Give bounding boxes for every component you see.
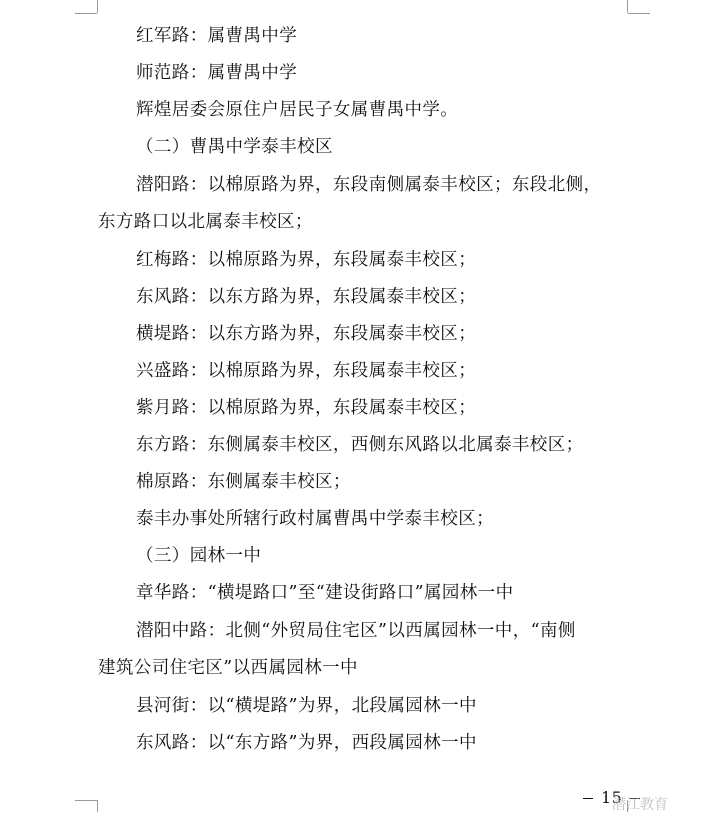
crop-mark-bottom-left-h bbox=[75, 800, 97, 801]
crop-mark-bottom-left-v bbox=[97, 800, 98, 812]
body-line: 东方路：东侧属泰丰校区，西侧东风路以北属泰丰校区； bbox=[136, 435, 584, 455]
crop-mark-top-right-v bbox=[627, 0, 628, 13]
body-line: 红梅路：以棉原路为界，东段属泰丰校区； bbox=[136, 250, 477, 270]
crop-mark-top-left-h bbox=[75, 13, 97, 14]
body-line: 辉煌居委会原住户居民子女属曹禺中学。 bbox=[136, 100, 459, 120]
body-line: 紫月路：以棉原路为界，东段属泰丰校区； bbox=[136, 398, 477, 418]
body-line: 县河街：以“横堤路”为界，北段属园林一中 bbox=[136, 696, 477, 716]
crop-mark-top-left-v bbox=[97, 0, 98, 13]
body-line: 潜阳中路：北侧“外贸局住宅区”以西属园林一中，“南侧 bbox=[136, 621, 576, 641]
body-line: 兴盛路：以棉原路为界，东段属泰丰校区； bbox=[136, 361, 477, 381]
body-line: 师范路：属曹禺中学 bbox=[136, 63, 298, 83]
body-line: 东风路：以“东方路”为界，西段属园林一中 bbox=[136, 733, 477, 753]
body-line: 横堤路：以东方路为界，东段属泰丰校区； bbox=[136, 324, 477, 344]
body-line: 潜阳路：以棉原路为界，东段南侧属泰丰校区；东段北侧， bbox=[136, 175, 602, 195]
body-line: 棉原路：东侧属泰丰校区； bbox=[136, 472, 351, 492]
section-heading: （三）园林一中 bbox=[136, 546, 262, 566]
page-number-value: 15 bbox=[601, 788, 623, 807]
page-number-dash-left bbox=[583, 798, 593, 799]
body-line: 章华路：“横堤路口”至“建设街路口”属园林一中 bbox=[136, 583, 514, 603]
crop-mark-top-right-h bbox=[628, 13, 650, 14]
section-heading: （二）曹禺中学泰丰校区 bbox=[136, 137, 333, 157]
body-line: 东方路口以北属泰丰校区； bbox=[98, 212, 313, 232]
body-line: 泰丰办事处所辖行政村属曹禺中学泰丰校区； bbox=[136, 509, 494, 529]
body-line: 建筑公司住宅区”以西属园林一中 bbox=[98, 658, 358, 678]
body-line: 红军路：属曹禺中学 bbox=[136, 26, 298, 46]
watermark-text: 潜江教育 bbox=[612, 797, 668, 813]
body-line: 东风路：以东方路为界，东段属泰丰校区； bbox=[136, 287, 477, 307]
